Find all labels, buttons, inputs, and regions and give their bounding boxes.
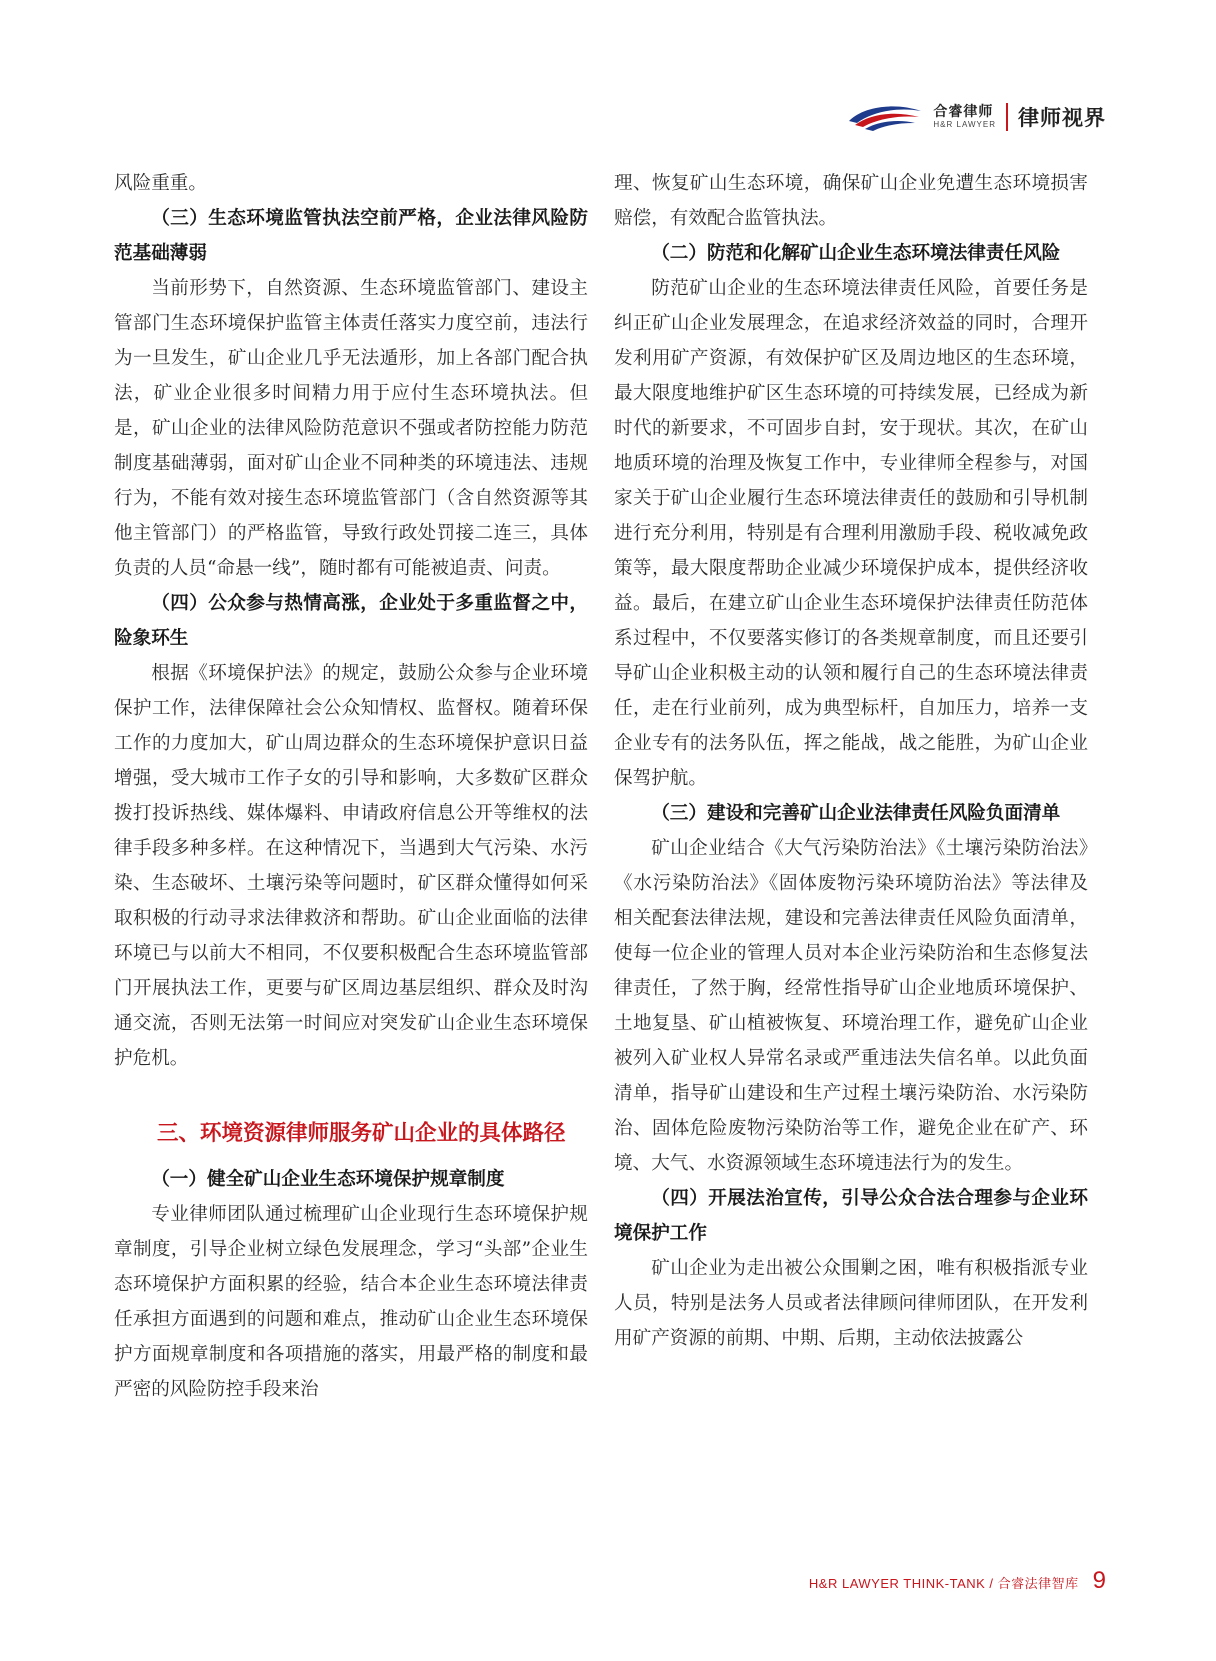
paragraph: 当前形势下，自然资源、生态环境监管部门、建设主管部门生态环境保护监管主体责任落实力度空前，违法行为一旦发生，矿山企业几乎无法遁形，加上各部门配合执法，矿业企业很多时间精力用于应付生态环境执法。但是，矿山企业的法律风险防范意识不强或者防控能力防范制度基础薄弱，面对矿山企业不同种类的环境违法、违规行为，不能有效对接生态环境监管部门（含自然资源等其他主管部门）的严格监管，导致行政处罚接二连三，具体负责的人员“命悬一线”，随时都有可能被追责、问责。 bbox=[114, 278, 588, 579]
page-header bbox=[845, 95, 1106, 139]
subsection-heading: （四）开展法治宣传，引导公众合法合理参与企业环境保护工作 bbox=[614, 1188, 1088, 1244]
header-divider bbox=[1006, 103, 1008, 131]
paragraph: 根据《环境保护法》的规定，鼓励公众参与企业环境保护工作，法律保障社会公众知情权、监督权。随着环保工作的力度加大，矿山周边群众的生态环境保护意识日益增强，受大城市工作子女的引导和影响，大多数矿区群众拨打投诉热线、媒体爆料、申请政府信息公开等维权的法律手段多种多样。在这种情况下，当遇到大气污染、水污染、生态破坏、土壤污染等问题时，矿区群众懂得如何采取积极的行动寻求法律救济和帮助。矿山企业面临的法律环境已与以前大不相同，不仅要积极配合生态环境监管部门开展执法工作，更要与矿区周边基层组织、群众及时沟通交流，否则无法第一时间应对突发矿山企业生态环境保护危机。 bbox=[114, 663, 588, 1069]
left-column bbox=[114, 166, 588, 1407]
page-number: 9 bbox=[1092, 1567, 1106, 1594]
section-tag: 律师视界 bbox=[1018, 106, 1106, 130]
paragraph: 风险重重。 bbox=[114, 173, 207, 194]
paragraph: 矿山企业为走出被公众围剿之困，唯有积极指派专业人员，特别是法务人员或者法律顾问律师团队，在开发利用矿产资源的前期、中期、后期，主动依法披露公 bbox=[614, 1258, 1088, 1349]
subsection-heading: （四）公众参与热情高涨，企业处于多重监督之中，险象环生 bbox=[114, 593, 588, 649]
paragraph: 专业律师团队通过梳理矿山企业现行生态环境保护规章制度，引导企业树立绿色发展理念，学习“头部”企业生态环境保护方面积累的经验，结合本企业生态环境法律责任承担方面遇到的问题和难点，推动矿山企业生态环境保护方面规章制度和各项措施的落实，用最严格的制度和最严密的风险防控手段来治 bbox=[114, 1204, 588, 1400]
right-column bbox=[614, 166, 1088, 1356]
brand-en: H&R LAWYER bbox=[933, 120, 996, 129]
brand-name bbox=[933, 104, 996, 130]
subsection-heading: （一）健全矿山企业生态环境保护规章制度 bbox=[151, 1169, 505, 1190]
subsection-heading: （三）建设和完善矿山企业法律责任风险负面清单 bbox=[651, 803, 1061, 824]
footer-publication: H&R LAWYER THINK-TANK / 合睿法律智库 bbox=[808, 1576, 1079, 1591]
brand-cn: 合睿律师 bbox=[933, 104, 994, 120]
subsection-heading: （二）防范和化解矿山企业生态环境法律责任风险 bbox=[651, 243, 1061, 264]
paragraph: 防范矿山企业的生态环境法律责任风险，首要任务是纠正矿山企业发展理念，在追求经济效益的同时，合理开发利用矿产资源，有效保护矿区及周边地区的生态环境，最大限度地维护矿区生态环境的可持续发展，已经成为新时代的新要求，不可固步自封，安于现状。其次，在矿山地质环境的治理及恢复工作中，专业律师全程参与，对国家关于矿山企业履行生态环境法律责任的鼓励和引导机制进行充分利用，特别是有合理利用激励手段、税收减免政策等，最大限度帮助企业减少环境保护成本，提供经济收益。最后，在建立矿山企业生态环境保护法律责任防范体系过程中，不仅要落实修订的各类规章制度，而且还要引导矿山企业积极主动的认领和履行自己的生态环境法律责任，走在行业前列，成为典型标杆，自加压力，培养一支企业专有的法务队伍，挥之能战，战之能胜，为矿山企业保驾护航。 bbox=[614, 278, 1088, 789]
paragraph: 矿山企业结合《大气污染防治法》《土壤污染防治法》《水污染防治法》《固体废物污染环境防治法》等法律及相关配套法律法规，建设和完善法律责任风险负面清单，使每一位企业的管理人员对本企业污染防治和生态修复法律责任，了然于胸，经常性指导矿山企业地质环境保护、土地复垦、矿山植被恢复、环境治理工作，避免矿山企业被列入矿业权人异常名录或严重违法失信名单。以此负面清单，指导矿山建设和生产过程土壤污染防治、水污染防治、固体危险废物污染防治等工作，避免企业在矿产、环境、大气、水资源领域生态环境违法行为的发生。 bbox=[614, 838, 1088, 1174]
paragraph: 理、恢复矿山生态环境，确保矿山企业免遭生态环境损害赔偿，有效配合监管执法。 bbox=[614, 173, 1088, 229]
hr-lawyer-logo-icon bbox=[845, 99, 925, 135]
subsection-heading: （三）生态环境监管执法空前严格，企业法律风险防范基础薄弱 bbox=[114, 208, 588, 264]
section-heading: 三、环境资源律师服务矿山企业的具体路径 bbox=[157, 1121, 566, 1146]
page-footer bbox=[809, 1567, 1106, 1595]
